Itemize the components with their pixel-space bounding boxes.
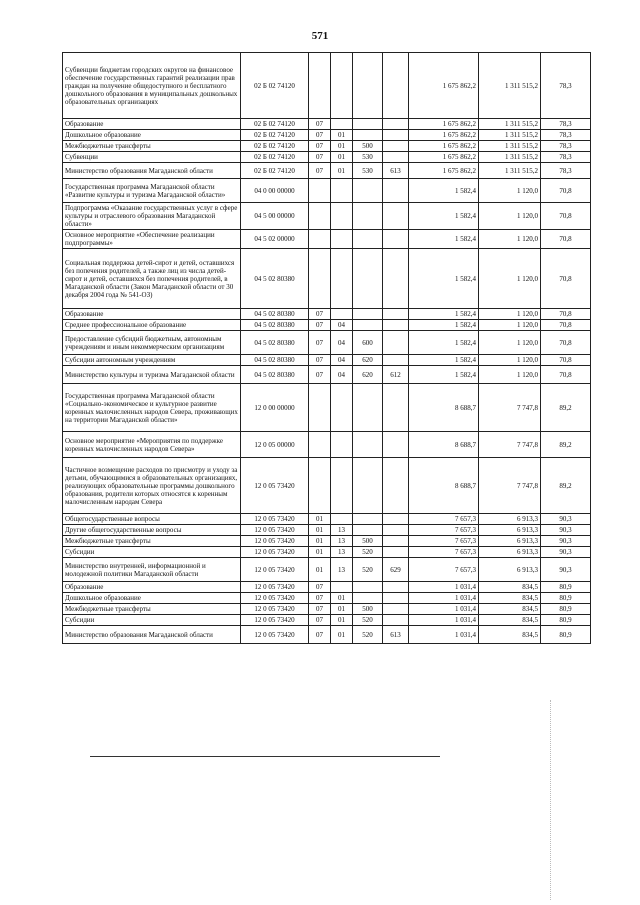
row-expense-type-cell: 530 — [353, 152, 383, 163]
table-row — [63, 141, 591, 152]
row-csr-cell: 12 0 05 73420 — [241, 558, 309, 582]
row-fact-cell: 834,5 — [479, 615, 541, 626]
row-name-cell: Субсидии — [63, 547, 241, 558]
row-percent-cell: 78,3 — [541, 163, 591, 179]
row-csr-cell: 12 0 05 73420 — [241, 626, 309, 644]
row-plan-cell: 1 675 862,2 — [409, 119, 479, 130]
row-plan-cell: 1 675 862,2 — [409, 152, 479, 163]
row-fact-cell: 834,5 — [479, 593, 541, 604]
row-plan-cell: 7 657,3 — [409, 558, 479, 582]
row-manager-code-cell — [383, 514, 409, 525]
row-name-cell: Субсидии автономным учреждениям — [63, 355, 241, 366]
row-name-cell: Социальная поддержка детей-сирот и детей, оставшихся без попечения родителей, а также лиц из числа детей-сирот и детей, оставшихся без попечения родителей, в Магаданской области (Закон Магаданской области от 30 декабря 2004 года № 541-ОЗ) — [63, 249, 241, 309]
row-subsection-cell — [331, 203, 353, 230]
row-manager-code-cell — [383, 179, 409, 203]
row-expense-type-cell — [353, 458, 383, 514]
row-csr-cell: 12 0 05 73420 — [241, 593, 309, 604]
table-row — [63, 355, 591, 366]
row-percent-cell: 80,9 — [541, 593, 591, 604]
row-expense-type-cell — [353, 249, 383, 309]
row-subsection-cell: 04 — [331, 331, 353, 355]
row-subsection-cell — [331, 249, 353, 309]
table-row — [63, 53, 591, 119]
row-plan-cell: 1 582,4 — [409, 309, 479, 320]
row-manager-code-cell — [383, 119, 409, 130]
row-name-cell: Дошкольное образование — [63, 593, 241, 604]
row-percent-cell: 70,8 — [541, 179, 591, 203]
row-plan-cell: 1 582,4 — [409, 179, 479, 203]
row-csr-cell: 02 Б 02 74120 — [241, 163, 309, 179]
row-subsection-cell — [331, 309, 353, 320]
row-percent-cell: 90,3 — [541, 558, 591, 582]
row-subsection-cell: 04 — [331, 355, 353, 366]
row-section-cell: 07 — [309, 119, 331, 130]
table-row — [63, 604, 591, 615]
row-csr-cell: 02 Б 02 74120 — [241, 141, 309, 152]
row-manager-code-cell — [383, 458, 409, 514]
row-fact-cell: 6 913,3 — [479, 525, 541, 536]
row-name-cell: Среднее профессиональное образование — [63, 320, 241, 331]
row-section-cell — [309, 203, 331, 230]
table-row — [63, 514, 591, 525]
row-section-cell: 07 — [309, 309, 331, 320]
row-manager-code-cell — [383, 355, 409, 366]
table-row — [63, 331, 591, 355]
row-expense-type-cell — [353, 119, 383, 130]
row-csr-cell: 12 0 00 00000 — [241, 384, 309, 432]
row-name-cell: Общегосударственные вопросы — [63, 514, 241, 525]
row-subsection-cell: 01 — [331, 130, 353, 141]
row-name-cell: Образование — [63, 582, 241, 593]
row-subsection-cell: 04 — [331, 320, 353, 331]
row-fact-cell: 1 311 515,2 — [479, 163, 541, 179]
row-manager-code-cell — [383, 152, 409, 163]
row-fact-cell: 1 120,0 — [479, 331, 541, 355]
table-row — [63, 249, 591, 309]
row-section-cell: 01 — [309, 536, 331, 547]
table-row — [63, 119, 591, 130]
row-subsection-cell — [331, 179, 353, 203]
row-manager-code-cell — [383, 249, 409, 309]
row-name-cell: Межбюджетные трансферты — [63, 536, 241, 547]
row-section-cell: 07 — [309, 163, 331, 179]
row-section-cell: 01 — [309, 514, 331, 525]
row-csr-cell: 04 5 02 80380 — [241, 320, 309, 331]
table-row — [63, 152, 591, 163]
row-csr-cell: 04 5 02 80380 — [241, 366, 309, 384]
row-percent-cell: 90,3 — [541, 536, 591, 547]
row-plan-cell: 1 582,4 — [409, 355, 479, 366]
row-expense-type-cell: 520 — [353, 615, 383, 626]
row-percent-cell: 80,9 — [541, 626, 591, 644]
row-percent-cell: 70,8 — [541, 331, 591, 355]
row-fact-cell: 1 120,0 — [479, 309, 541, 320]
row-manager-code-cell — [383, 582, 409, 593]
row-section-cell — [309, 458, 331, 514]
row-name-cell: Образование — [63, 309, 241, 320]
row-subsection-cell: 13 — [331, 536, 353, 547]
row-expense-type-cell — [353, 230, 383, 249]
row-fact-cell: 6 913,3 — [479, 514, 541, 525]
row-fact-cell: 7 747,8 — [479, 432, 541, 458]
row-csr-cell: 04 5 02 80380 — [241, 355, 309, 366]
row-fact-cell: 1 120,0 — [479, 320, 541, 331]
row-plan-cell: 1 582,4 — [409, 366, 479, 384]
row-section-cell — [309, 53, 331, 119]
row-manager-code-cell — [383, 615, 409, 626]
row-expense-type-cell — [353, 514, 383, 525]
row-percent-cell: 78,3 — [541, 130, 591, 141]
row-expense-type-cell — [353, 53, 383, 119]
row-expense-type-cell: 500 — [353, 536, 383, 547]
row-fact-cell: 1 120,0 — [479, 203, 541, 230]
row-section-cell: 01 — [309, 547, 331, 558]
row-subsection-cell — [331, 119, 353, 130]
row-manager-code-cell: 612 — [383, 366, 409, 384]
table-row — [63, 458, 591, 514]
row-name-cell: Дошкольное образование — [63, 130, 241, 141]
row-plan-cell: 1 031,4 — [409, 604, 479, 615]
row-percent-cell: 78,3 — [541, 53, 591, 119]
row-expense-type-cell: 530 — [353, 163, 383, 179]
row-subsection-cell: 01 — [331, 604, 353, 615]
row-name-cell: Другие общегосударственные вопросы — [63, 525, 241, 536]
table-row — [63, 547, 591, 558]
row-expense-type-cell: 500 — [353, 604, 383, 615]
table-row — [63, 626, 591, 644]
table-row — [63, 309, 591, 320]
row-subsection-cell: 13 — [331, 525, 353, 536]
row-manager-code-cell: 613 — [383, 626, 409, 644]
row-name-cell: Государственная программа Магаданской области «Социально-экономическое и культурное развитие коренных малочисленных народов Севера, проживающих на территории Магаданской области» — [63, 384, 241, 432]
row-fact-cell: 6 913,3 — [479, 558, 541, 582]
row-csr-cell: 12 0 05 00000 — [241, 432, 309, 458]
margin-dotted-line — [550, 700, 552, 900]
row-manager-code-cell — [383, 141, 409, 152]
row-expense-type-cell: 620 — [353, 366, 383, 384]
row-percent-cell: 89,2 — [541, 384, 591, 432]
table-row — [63, 582, 591, 593]
page-number: 571 — [311, 30, 329, 42]
row-plan-cell: 1 031,4 — [409, 582, 479, 593]
row-csr-cell: 04 5 02 80380 — [241, 331, 309, 355]
row-fact-cell: 834,5 — [479, 604, 541, 615]
row-csr-cell: 12 0 05 73420 — [241, 514, 309, 525]
row-section-cell — [309, 384, 331, 432]
row-fact-cell: 834,5 — [479, 582, 541, 593]
row-csr-cell: 12 0 05 73420 — [241, 615, 309, 626]
row-percent-cell: 89,2 — [541, 458, 591, 514]
row-percent-cell: 70,8 — [541, 249, 591, 309]
row-fact-cell: 1 311 515,2 — [479, 141, 541, 152]
row-percent-cell: 78,3 — [541, 152, 591, 163]
row-name-cell: Субвенции бюджетам городских округов на финансовое обеспечение государственных гарантий реализации прав граждан на получение общедоступного и бесплатного дошкольного образования в муниципальных дошкольных образовательных организациях — [63, 53, 241, 119]
table-row — [63, 525, 591, 536]
row-section-cell — [309, 432, 331, 458]
row-subsection-cell — [331, 384, 353, 432]
row-manager-code-cell — [383, 384, 409, 432]
row-section-cell — [309, 230, 331, 249]
row-name-cell: Министерство культуры и туризма Магаданской области — [63, 366, 241, 384]
row-expense-type-cell — [353, 525, 383, 536]
row-name-cell: Частичное возмещение расходов по присмотру и уходу за детьми, обучающимися в образовательных организациях, реализующих образовательные программы дошкольного образования, родители которых относятся к коренным малочисленным народам Севера — [63, 458, 241, 514]
row-section-cell: 07 — [309, 366, 331, 384]
row-subsection-cell: 01 — [331, 615, 353, 626]
row-percent-cell: 70,8 — [541, 355, 591, 366]
row-csr-cell: 12 0 05 73420 — [241, 547, 309, 558]
row-section-cell: 07 — [309, 320, 331, 331]
table-row — [63, 366, 591, 384]
row-name-cell: Министерство внутренней, информационной и молодежной политики Магаданской области — [63, 558, 241, 582]
row-fact-cell: 1 311 515,2 — [479, 130, 541, 141]
row-fact-cell: 1 120,0 — [479, 249, 541, 309]
row-percent-cell: 80,9 — [541, 582, 591, 593]
row-section-cell: 07 — [309, 582, 331, 593]
table-row — [63, 593, 591, 604]
row-csr-cell: 04 0 00 00000 — [241, 179, 309, 203]
row-name-cell: Субвенции — [63, 152, 241, 163]
row-plan-cell: 8 688,7 — [409, 432, 479, 458]
row-fact-cell: 6 913,3 — [479, 536, 541, 547]
row-section-cell: 07 — [309, 141, 331, 152]
row-csr-cell: 12 0 05 73420 — [241, 536, 309, 547]
table-row — [63, 203, 591, 230]
row-csr-cell: 04 5 02 80380 — [241, 309, 309, 320]
row-manager-code-cell — [383, 230, 409, 249]
row-expense-type-cell — [353, 130, 383, 141]
row-percent-cell: 80,9 — [541, 604, 591, 615]
row-percent-cell: 80,9 — [541, 615, 591, 626]
budget-table-body — [63, 53, 591, 644]
row-percent-cell: 90,3 — [541, 514, 591, 525]
row-manager-code-cell: 613 — [383, 163, 409, 179]
row-subsection-cell: 01 — [331, 163, 353, 179]
row-expense-type-cell — [353, 179, 383, 203]
row-subsection-cell — [331, 514, 353, 525]
row-plan-cell: 8 688,7 — [409, 458, 479, 514]
row-percent-cell: 70,8 — [541, 203, 591, 230]
row-name-cell: Субсидии — [63, 615, 241, 626]
row-csr-cell: 04 5 00 00000 — [241, 203, 309, 230]
table-row — [63, 230, 591, 249]
row-manager-code-cell — [383, 432, 409, 458]
table-row — [63, 536, 591, 547]
row-plan-cell: 7 657,3 — [409, 536, 479, 547]
row-subsection-cell: 01 — [331, 141, 353, 152]
row-expense-type-cell — [353, 384, 383, 432]
row-expense-type-cell — [353, 320, 383, 331]
row-fact-cell: 1 120,0 — [479, 230, 541, 249]
table-row — [63, 615, 591, 626]
row-name-cell: Подпрограмма «Оказание государственных услуг в сфере культуры и отраслевого образования Магаданской области» — [63, 203, 241, 230]
row-subsection-cell — [331, 230, 353, 249]
row-plan-cell: 7 657,3 — [409, 525, 479, 536]
row-subsection-cell: 04 — [331, 366, 353, 384]
row-section-cell — [309, 179, 331, 203]
table-row — [63, 179, 591, 203]
row-expense-type-cell: 620 — [353, 355, 383, 366]
row-fact-cell: 6 913,3 — [479, 547, 541, 558]
row-csr-cell: 12 0 05 73420 — [241, 458, 309, 514]
row-section-cell: 07 — [309, 130, 331, 141]
row-percent-cell: 70,8 — [541, 366, 591, 384]
row-plan-cell: 8 688,7 — [409, 384, 479, 432]
row-section-cell: 07 — [309, 604, 331, 615]
row-manager-code-cell — [383, 604, 409, 615]
row-csr-cell: 12 0 05 73420 — [241, 582, 309, 593]
row-name-cell: Министерство образования Магаданской области — [63, 163, 241, 179]
row-percent-cell: 78,3 — [541, 119, 591, 130]
row-plan-cell: 1 031,4 — [409, 615, 479, 626]
row-section-cell: 07 — [309, 355, 331, 366]
row-plan-cell: 1 582,4 — [409, 320, 479, 331]
row-section-cell: 07 — [309, 593, 331, 604]
row-section-cell: 01 — [309, 525, 331, 536]
row-subsection-cell: 01 — [331, 626, 353, 644]
row-manager-code-cell — [383, 203, 409, 230]
row-subsection-cell — [331, 458, 353, 514]
row-name-cell: Межбюджетные трансферты — [63, 141, 241, 152]
row-csr-cell: 04 5 02 80380 — [241, 249, 309, 309]
row-plan-cell: 1 582,4 — [409, 249, 479, 309]
row-expense-type-cell — [353, 582, 383, 593]
row-fact-cell: 1 311 515,2 — [479, 119, 541, 130]
row-plan-cell: 1 675 862,2 — [409, 130, 479, 141]
row-plan-cell: 1 031,4 — [409, 593, 479, 604]
row-manager-code-cell: 629 — [383, 558, 409, 582]
row-fact-cell: 1 120,0 — [479, 355, 541, 366]
row-csr-cell: 12 0 05 73420 — [241, 525, 309, 536]
row-expense-type-cell: 520 — [353, 626, 383, 644]
row-section-cell: 07 — [309, 152, 331, 163]
row-name-cell: Основное мероприятие «Обеспечение реализации подпрограммы» — [63, 230, 241, 249]
row-fact-cell: 7 747,8 — [479, 458, 541, 514]
row-subsection-cell: 01 — [331, 152, 353, 163]
row-name-cell: Предоставление субсидий бюджетным, автономным учреждениям и иным некоммерческим организациям — [63, 331, 241, 355]
row-percent-cell: 78,3 — [541, 141, 591, 152]
table-row — [63, 558, 591, 582]
row-subsection-cell: 01 — [331, 593, 353, 604]
row-subsection-cell: 13 — [331, 558, 353, 582]
row-fact-cell: 7 747,8 — [479, 384, 541, 432]
row-expense-type-cell: 520 — [353, 547, 383, 558]
row-subsection-cell — [331, 432, 353, 458]
row-name-cell: Межбюджетные трансферты — [63, 604, 241, 615]
row-expense-type-cell: 600 — [353, 331, 383, 355]
table-row — [63, 432, 591, 458]
row-plan-cell: 7 657,3 — [409, 514, 479, 525]
row-percent-cell: 70,8 — [541, 309, 591, 320]
row-manager-code-cell — [383, 309, 409, 320]
row-expense-type-cell — [353, 432, 383, 458]
row-csr-cell: 02 Б 02 74120 — [241, 53, 309, 119]
row-expense-type-cell — [353, 309, 383, 320]
row-csr-cell: 04 5 02 00000 — [241, 230, 309, 249]
row-plan-cell: 1 582,4 — [409, 203, 479, 230]
row-subsection-cell — [331, 582, 353, 593]
row-fact-cell: 1 120,0 — [479, 366, 541, 384]
row-manager-code-cell — [383, 593, 409, 604]
table-row — [63, 130, 591, 141]
row-section-cell: 01 — [309, 558, 331, 582]
row-name-cell: Государственная программа Магаданской области «Развитие культуры и туризма Магаданской области» — [63, 179, 241, 203]
row-manager-code-cell — [383, 547, 409, 558]
row-manager-code-cell — [383, 525, 409, 536]
row-section-cell: 07 — [309, 626, 331, 644]
table-row — [63, 320, 591, 331]
row-csr-cell: 02 Б 02 74120 — [241, 152, 309, 163]
row-manager-code-cell — [383, 320, 409, 331]
row-manager-code-cell — [383, 130, 409, 141]
row-csr-cell: 02 Б 02 74120 — [241, 119, 309, 130]
row-manager-code-cell — [383, 536, 409, 547]
row-percent-cell: 70,8 — [541, 320, 591, 331]
row-subsection-cell: 13 — [331, 547, 353, 558]
row-percent-cell: 70,8 — [541, 230, 591, 249]
row-plan-cell: 1 675 862,2 — [409, 141, 479, 152]
row-name-cell: Основное мероприятие «Мероприятия по поддержке коренных малочисленных народов Севера» — [63, 432, 241, 458]
row-plan-cell: 1 582,4 — [409, 331, 479, 355]
row-percent-cell: 90,3 — [541, 547, 591, 558]
row-plan-cell: 1 675 862,2 — [409, 53, 479, 119]
row-section-cell — [309, 249, 331, 309]
row-section-cell: 07 — [309, 331, 331, 355]
table-row — [63, 384, 591, 432]
row-fact-cell: 834,5 — [479, 626, 541, 644]
row-fact-cell: 1 311 515,2 — [479, 53, 541, 119]
row-subsection-cell — [331, 53, 353, 119]
budget-table — [62, 52, 591, 644]
row-manager-code-cell — [383, 53, 409, 119]
row-plan-cell: 1 582,4 — [409, 230, 479, 249]
table-row — [63, 163, 591, 179]
row-fact-cell: 1 311 515,2 — [479, 152, 541, 163]
row-manager-code-cell — [383, 331, 409, 355]
row-plan-cell: 1 675 862,2 — [409, 163, 479, 179]
row-expense-type-cell — [353, 593, 383, 604]
row-name-cell: Министерство образования Магаданской области — [63, 626, 241, 644]
row-csr-cell: 02 Б 02 74120 — [241, 130, 309, 141]
row-name-cell: Образование — [63, 119, 241, 130]
row-percent-cell: 89,2 — [541, 432, 591, 458]
row-fact-cell: 1 120,0 — [479, 179, 541, 203]
row-percent-cell: 90,3 — [541, 525, 591, 536]
row-plan-cell: 7 657,3 — [409, 547, 479, 558]
row-expense-type-cell: 520 — [353, 558, 383, 582]
row-csr-cell: 12 0 05 73420 — [241, 604, 309, 615]
row-expense-type-cell: 500 — [353, 141, 383, 152]
bottom-divider — [90, 756, 440, 757]
row-section-cell: 07 — [309, 615, 331, 626]
row-expense-type-cell — [353, 203, 383, 230]
row-plan-cell: 1 031,4 — [409, 626, 479, 644]
